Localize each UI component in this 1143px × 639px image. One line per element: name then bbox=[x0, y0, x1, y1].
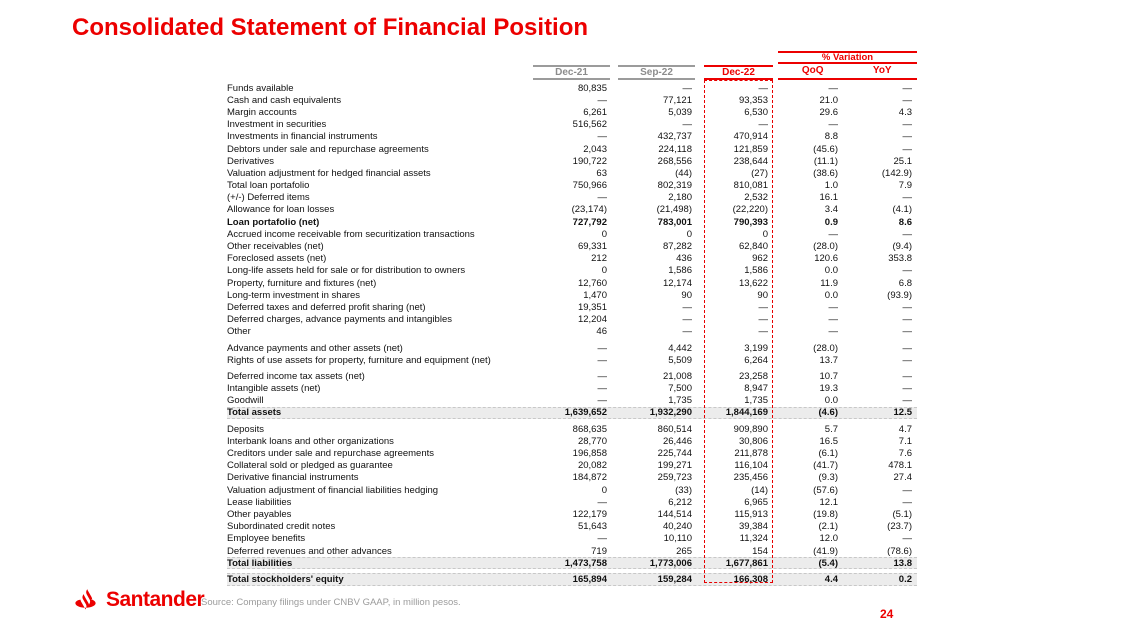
cell-dec21: — bbox=[597, 354, 607, 366]
cell-dec21: 28,770 bbox=[577, 435, 607, 447]
cell-label: Intangible assets (net) bbox=[227, 383, 321, 395]
cell-sep22: 265 bbox=[676, 545, 692, 557]
cell-dec21: — bbox=[597, 383, 607, 395]
cell-label: Investments in financial instruments bbox=[227, 131, 378, 143]
table-row bbox=[227, 383, 917, 395]
cell-dec22: 1,735 bbox=[744, 395, 768, 407]
cell-label: Accrued income receivable from securitization transactions bbox=[227, 228, 475, 240]
cell-dec22: (27) bbox=[751, 167, 768, 179]
cell-sep22: 87,282 bbox=[662, 241, 692, 253]
cell-label: Goodwill bbox=[227, 395, 264, 407]
table-row bbox=[227, 167, 917, 179]
cell-dec21: — bbox=[597, 342, 607, 354]
table-row bbox=[227, 155, 917, 167]
table-row bbox=[227, 435, 917, 447]
cell-sep22: 21,008 bbox=[662, 370, 692, 382]
table-row bbox=[227, 573, 917, 585]
cell-qoq: 16.5 bbox=[819, 435, 838, 447]
table-row bbox=[227, 204, 917, 216]
cell-dec21: 122,179 bbox=[572, 508, 607, 520]
cell-yoy: 8.6 bbox=[898, 216, 912, 228]
cell-yoy: (9.4) bbox=[892, 241, 912, 253]
cell-qoq: — bbox=[828, 82, 838, 94]
cell-label: Investment in securities bbox=[227, 119, 327, 131]
cell-qoq: (2.1) bbox=[818, 521, 838, 533]
cell-dec22: 93,353 bbox=[738, 94, 768, 106]
cell-qoq: 13.7 bbox=[819, 354, 838, 366]
cell-label: Total assets bbox=[227, 407, 282, 419]
table-row bbox=[227, 289, 917, 301]
cell-label: (+/-) Deferred items bbox=[227, 192, 310, 204]
cell-dec22: 1,844,169 bbox=[725, 407, 768, 419]
cell-yoy: — bbox=[902, 395, 912, 407]
cell-qoq: 1.0 bbox=[824, 180, 838, 192]
cell-yoy: — bbox=[902, 192, 912, 204]
table-row bbox=[227, 395, 917, 407]
cell-qoq: 0.0 bbox=[824, 395, 838, 407]
cell-dec22: — bbox=[758, 314, 768, 326]
cell-sep22: 10,110 bbox=[663, 533, 692, 545]
cell-dec21: 51,643 bbox=[577, 521, 607, 533]
cell-dec21: 69,331 bbox=[577, 241, 607, 253]
cell-qoq: (41.9) bbox=[813, 545, 838, 557]
cell-sep22: 5,509 bbox=[668, 354, 692, 366]
cell-dec21: — bbox=[597, 131, 607, 143]
cell-sep22: 436 bbox=[676, 253, 692, 265]
cell-qoq: — bbox=[828, 228, 838, 240]
cell-sep22: — bbox=[682, 82, 692, 94]
cell-dec22: (14) bbox=[751, 484, 768, 496]
cell-dec22: 23,258 bbox=[738, 370, 768, 382]
cell-qoq: (9.3) bbox=[818, 472, 838, 484]
cell-dec21: 719 bbox=[591, 545, 607, 557]
cell-yoy: 13.8 bbox=[893, 557, 912, 569]
cell-sep22: 432,737 bbox=[657, 131, 692, 143]
cell-sep22: 12,174 bbox=[662, 277, 692, 289]
cell-dec21: 196,858 bbox=[572, 448, 607, 460]
table-row bbox=[227, 342, 917, 354]
cell-yoy: 4.7 bbox=[898, 423, 912, 435]
cell-sep22: 7,500 bbox=[668, 383, 692, 395]
cell-label: Debtors under sale and repurchase agreements bbox=[227, 143, 429, 155]
cell-dec21: — bbox=[597, 496, 607, 508]
cell-label: Property, furniture and fixtures (net) bbox=[227, 277, 377, 289]
table-row bbox=[227, 447, 917, 459]
cell-dec22: (22,220) bbox=[732, 204, 768, 216]
cell-dec21: 1,470 bbox=[583, 289, 607, 301]
cell-label: Deferred charges, advance payments and intangibles bbox=[227, 314, 452, 326]
cell-sep22: — bbox=[682, 301, 692, 313]
cell-dec21: 46 bbox=[596, 326, 607, 338]
cell-qoq: 0.0 bbox=[824, 289, 838, 301]
cell-qoq: 0.0 bbox=[824, 265, 838, 277]
cell-dec21: 0 bbox=[601, 228, 607, 240]
cell-yoy: — bbox=[902, 354, 912, 366]
cell-dec22: 154 bbox=[752, 545, 768, 557]
table-row bbox=[227, 314, 917, 326]
cell-yoy: 27.4 bbox=[893, 472, 912, 484]
cell-yoy: (4.1) bbox=[892, 204, 912, 216]
cell-dec21: 1,473,758 bbox=[564, 557, 607, 569]
cell-yoy: — bbox=[902, 314, 912, 326]
cell-sep22: — bbox=[682, 326, 692, 338]
cell-dec21: — bbox=[597, 94, 607, 106]
cell-yoy: — bbox=[902, 326, 912, 338]
cell-qoq: (28.0) bbox=[813, 241, 838, 253]
cell-qoq: (5.4) bbox=[818, 557, 838, 569]
table-row bbox=[227, 131, 917, 143]
cell-qoq: 12.1 bbox=[819, 496, 838, 508]
cell-dec22: — bbox=[758, 301, 768, 313]
cell-label: Total liabilities bbox=[227, 557, 293, 569]
cell-yoy: 4.3 bbox=[898, 106, 912, 118]
table-body bbox=[227, 82, 917, 586]
table-row bbox=[227, 496, 917, 508]
cell-yoy: (5.1) bbox=[892, 508, 912, 520]
cell-dec22: 121,859 bbox=[733, 143, 768, 155]
cell-dec22: 238,644 bbox=[733, 155, 768, 167]
cell-dec22: 62,840 bbox=[738, 241, 768, 253]
cell-label: Employee benefits bbox=[227, 533, 306, 545]
cell-qoq: 3.4 bbox=[824, 204, 838, 216]
column-header-dec22: Dec-22 bbox=[704, 65, 773, 80]
cell-sep22: 224,118 bbox=[658, 143, 692, 155]
cell-dec22: — bbox=[758, 326, 768, 338]
cell-label: Subordinated credit notes bbox=[227, 521, 336, 533]
table-row bbox=[227, 301, 917, 313]
table-row bbox=[227, 484, 917, 496]
cell-label: Interbank loans and other organizations bbox=[227, 435, 394, 447]
cell-dec21: — bbox=[597, 533, 607, 545]
cell-label: Deferred income tax assets (net) bbox=[227, 370, 365, 382]
cell-label: Total loan portafolio bbox=[227, 180, 310, 192]
santander-logo bbox=[72, 588, 204, 612]
cell-dec21: 12,204 bbox=[577, 314, 607, 326]
cell-yoy: (93.9) bbox=[887, 289, 912, 301]
cell-qoq: — bbox=[828, 119, 838, 131]
cell-label: Lease liabilities bbox=[227, 496, 292, 508]
table-row bbox=[227, 423, 917, 435]
cell-sep22: 802,319 bbox=[657, 180, 692, 192]
cell-qoq: 11.9 bbox=[820, 277, 838, 289]
column-header-yoy: YoY bbox=[872, 65, 892, 76]
cell-dec21: 12,760 bbox=[577, 277, 607, 289]
cell-sep22: 1,586 bbox=[668, 265, 692, 277]
table-row bbox=[227, 82, 917, 94]
cell-sep22: — bbox=[682, 119, 692, 131]
table-row bbox=[227, 192, 917, 204]
table-row bbox=[227, 119, 917, 131]
table-row bbox=[227, 407, 917, 419]
cell-label: Long-term investment in shares bbox=[227, 289, 361, 301]
cell-label: Derivatives bbox=[227, 155, 274, 167]
cell-qoq: 21.0 bbox=[819, 94, 838, 106]
cell-dec21: — bbox=[597, 192, 607, 204]
cell-dec22: 8,947 bbox=[744, 383, 768, 395]
cell-label: Valuation adjustment for hedged financial assets bbox=[227, 167, 431, 179]
cell-sep22: 860,514 bbox=[657, 423, 692, 435]
cell-qoq: 19.3 bbox=[819, 383, 838, 395]
cell-sep22: 2,180 bbox=[668, 192, 692, 204]
cell-sep22: 0 bbox=[686, 228, 692, 240]
source-note: Source: Company filings under CNBV GAAP, in million pesos. bbox=[201, 597, 461, 608]
cell-dec22: 2,532 bbox=[744, 192, 768, 204]
table-row bbox=[227, 106, 917, 118]
table-row bbox=[227, 533, 917, 545]
cell-sep22: 225,744 bbox=[657, 448, 692, 460]
table-row bbox=[227, 240, 917, 252]
cell-qoq: — bbox=[828, 314, 838, 326]
santander-wordmark: Santander bbox=[106, 588, 205, 611]
cell-dec22: 6,264 bbox=[744, 354, 768, 366]
cell-yoy: — bbox=[902, 484, 912, 496]
cell-qoq: 0.9 bbox=[824, 216, 838, 228]
cell-dec21: 20,082 bbox=[577, 460, 607, 472]
cell-sep22: 26,446 bbox=[662, 435, 692, 447]
cell-dec22: 909,890 bbox=[733, 423, 768, 435]
cell-dec21: 19,351 bbox=[577, 301, 607, 313]
cell-sep22: 159,284 bbox=[657, 573, 692, 585]
table-row bbox=[227, 521, 917, 533]
cell-yoy: — bbox=[902, 496, 912, 508]
cell-dec22: — bbox=[758, 82, 768, 94]
cell-qoq: (28.0) bbox=[813, 342, 838, 354]
table-row bbox=[227, 508, 917, 520]
table-row bbox=[227, 265, 917, 277]
cell-qoq: (11.1) bbox=[813, 155, 838, 167]
cell-dec22: 211,878 bbox=[734, 448, 768, 460]
cell-yoy: 478.1 bbox=[888, 460, 912, 472]
column-header-dec21: Dec-21 bbox=[533, 65, 610, 80]
cell-dec22: 1,677,861 bbox=[725, 557, 768, 569]
cell-dec21: — bbox=[597, 370, 607, 382]
cell-sep22: (44) bbox=[675, 167, 692, 179]
cell-label: Cash and cash equivalents bbox=[227, 94, 342, 106]
table-row bbox=[227, 460, 917, 472]
cell-yoy: 7.9 bbox=[898, 180, 912, 192]
cell-qoq: 120.6 bbox=[814, 253, 838, 265]
cell-sep22: 144,514 bbox=[657, 508, 692, 520]
cell-dec22: — bbox=[758, 119, 768, 131]
cell-dec21: 184,872 bbox=[572, 472, 607, 484]
cell-yoy: — bbox=[902, 228, 912, 240]
cell-dec22: 962 bbox=[752, 253, 768, 265]
table-row bbox=[227, 557, 917, 569]
cell-dec22: 470,914 bbox=[733, 131, 768, 143]
cell-dec22: 1,586 bbox=[744, 265, 768, 277]
cell-qoq: 4.4 bbox=[824, 573, 838, 585]
cell-label: Valuation adjustment of financial liabilities hedging bbox=[227, 484, 439, 496]
column-header-qoq: QoQ bbox=[801, 65, 824, 76]
cell-qoq: — bbox=[828, 301, 838, 313]
cell-sep22: 5,039 bbox=[668, 106, 692, 118]
cell-sep22: 268,556 bbox=[657, 155, 692, 167]
variation-group-header: % Variation bbox=[778, 51, 917, 64]
cell-sep22: 1,932,290 bbox=[649, 407, 692, 419]
cell-qoq: 8.8 bbox=[824, 131, 838, 143]
cell-label: Deferred revenues and other advances bbox=[227, 545, 392, 557]
cell-qoq: (57.6) bbox=[813, 484, 838, 496]
table-row bbox=[227, 253, 917, 265]
cell-qoq: 12.0 bbox=[819, 533, 838, 545]
table-row bbox=[227, 354, 917, 366]
table-row bbox=[227, 228, 917, 240]
cell-sep22: 77,121 bbox=[662, 94, 692, 106]
cell-dec22: 39,384 bbox=[738, 521, 768, 533]
cell-dec22: 13,622 bbox=[738, 277, 768, 289]
cell-yoy: — bbox=[902, 119, 912, 131]
cell-qoq: (38.6) bbox=[813, 167, 838, 179]
cell-dec21: 0 bbox=[601, 265, 607, 277]
cell-label: Other receivables (net) bbox=[227, 241, 324, 253]
santander-flame-icon bbox=[72, 588, 99, 612]
cell-label: Foreclosed assets (net) bbox=[227, 253, 327, 265]
cell-yoy: 353.8 bbox=[888, 253, 912, 265]
cell-dec21: 212 bbox=[591, 253, 607, 265]
cell-sep22: 1,773,006 bbox=[649, 557, 692, 569]
cell-dec22: 235,456 bbox=[733, 472, 768, 484]
cell-label: Total stockholders' equity bbox=[227, 573, 344, 585]
cell-dec21: 727,792 bbox=[572, 216, 607, 228]
cell-dec21: 63 bbox=[596, 167, 607, 179]
cell-yoy: — bbox=[902, 301, 912, 313]
cell-yoy: — bbox=[902, 265, 912, 277]
page-title: Consolidated Statement of Financial Position bbox=[72, 14, 589, 41]
cell-dec21: — bbox=[597, 395, 607, 407]
cell-sep22: 40,240 bbox=[662, 521, 692, 533]
cell-label: Allowance for loan losses bbox=[227, 204, 335, 216]
cell-dec21: 750,966 bbox=[572, 180, 607, 192]
variation-subheaders bbox=[778, 65, 917, 80]
cell-sep22: 4,442 bbox=[668, 342, 692, 354]
cell-yoy: 7.1 bbox=[898, 435, 912, 447]
cell-dec22: 6,530 bbox=[744, 106, 768, 118]
cell-dec21: 165,894 bbox=[572, 573, 607, 585]
cell-yoy: 0.2 bbox=[898, 573, 912, 585]
cell-qoq: 29.6 bbox=[819, 106, 838, 118]
cell-qoq: (4.6) bbox=[818, 407, 838, 419]
cell-dec21: 868,635 bbox=[572, 423, 607, 435]
cell-label: Advance payments and other assets (net) bbox=[227, 342, 403, 354]
cell-label: Rights of use assets for property, furniture and equipment (net) bbox=[227, 354, 491, 366]
cell-dec21: 190,722 bbox=[572, 155, 607, 167]
table-row bbox=[227, 143, 917, 155]
cell-label: Long-life assets held for sale or for distribution to owners bbox=[227, 265, 466, 277]
cell-dec21: 2,043 bbox=[583, 143, 607, 155]
page-number: 24 bbox=[880, 607, 894, 621]
cell-dec22: 810,081 bbox=[733, 180, 768, 192]
cell-dec21: (23,174) bbox=[571, 204, 607, 216]
cell-sep22: 783,001 bbox=[657, 216, 692, 228]
cell-yoy: — bbox=[902, 342, 912, 354]
table-row bbox=[227, 545, 917, 557]
cell-label: Other bbox=[227, 326, 251, 338]
cell-dec22: 116,104 bbox=[734, 460, 768, 472]
cell-yoy: — bbox=[902, 533, 912, 545]
table-row bbox=[227, 277, 917, 289]
cell-qoq: (6.1) bbox=[818, 448, 838, 460]
cell-yoy: — bbox=[902, 131, 912, 143]
cell-yoy: (23.7) bbox=[887, 521, 912, 533]
cell-qoq: — bbox=[828, 326, 838, 338]
cell-label: Loan portafolio (net) bbox=[227, 216, 320, 228]
cell-sep22: (33) bbox=[675, 484, 692, 496]
cell-dec21: 6,261 bbox=[583, 106, 607, 118]
table-row bbox=[227, 216, 917, 228]
cell-yoy: 6.8 bbox=[898, 277, 912, 289]
cell-label: Collateral sold or pledged as guarantee bbox=[227, 460, 393, 472]
cell-dec22: 0 bbox=[762, 228, 768, 240]
cell-yoy: 12.5 bbox=[893, 407, 912, 419]
cell-qoq: 16.1 bbox=[819, 192, 838, 204]
cell-sep22: 6,212 bbox=[668, 496, 692, 508]
cell-sep22: 90 bbox=[681, 289, 692, 301]
table-row bbox=[227, 472, 917, 484]
cell-dec21: 516,562 bbox=[572, 119, 607, 131]
column-header-sep22: Sep-22 bbox=[618, 65, 695, 80]
cell-sep22: — bbox=[682, 314, 692, 326]
cell-yoy: 25.1 bbox=[893, 155, 912, 167]
cell-qoq: (41.7) bbox=[813, 460, 838, 472]
cell-sep22: 199,271 bbox=[657, 460, 692, 472]
cell-yoy: — bbox=[902, 94, 912, 106]
cell-sep22: (21,498) bbox=[656, 204, 692, 216]
cell-yoy: 7.6 bbox=[898, 448, 912, 460]
cell-label: Deferred taxes and deferred profit sharing (net) bbox=[227, 301, 426, 313]
cell-qoq: 5.7 bbox=[824, 423, 838, 435]
cell-qoq: (45.6) bbox=[813, 143, 838, 155]
table-row bbox=[227, 180, 917, 192]
cell-dec22: 6,965 bbox=[744, 496, 768, 508]
cell-sep22: 1,735 bbox=[668, 395, 692, 407]
cell-dec22: 166,308 bbox=[733, 573, 768, 585]
cell-label: Creditors under sale and repurchase agreements bbox=[227, 448, 435, 460]
cell-dec22: 790,393 bbox=[733, 216, 768, 228]
cell-yoy: — bbox=[902, 143, 912, 155]
cell-label: Derivative financial instruments bbox=[227, 472, 359, 484]
cell-sep22: 259,723 bbox=[657, 472, 692, 484]
cell-qoq: 10.7 bbox=[819, 370, 838, 382]
cell-yoy: (78.6) bbox=[887, 545, 912, 557]
cell-yoy: (142.9) bbox=[881, 167, 912, 179]
cell-label: Margin accounts bbox=[227, 106, 297, 118]
cell-dec22: 90 bbox=[757, 289, 768, 301]
cell-dec21: 80,835 bbox=[577, 82, 607, 94]
cell-dec22: 115,913 bbox=[734, 508, 768, 520]
cell-dec22: 30,806 bbox=[738, 435, 768, 447]
cell-label: Funds available bbox=[227, 82, 294, 94]
cell-dec22: 11,324 bbox=[739, 533, 768, 545]
cell-dec22: 3,199 bbox=[744, 342, 768, 354]
cell-label: Other payables bbox=[227, 508, 292, 520]
cell-yoy: — bbox=[902, 383, 912, 395]
table-row bbox=[227, 326, 917, 338]
cell-label: Deposits bbox=[227, 423, 264, 435]
cell-dec21: 1,639,652 bbox=[564, 407, 607, 419]
cell-yoy: — bbox=[902, 370, 912, 382]
table-row bbox=[227, 370, 917, 382]
cell-dec21: 0 bbox=[601, 484, 607, 496]
table-row bbox=[227, 94, 917, 106]
cell-yoy: — bbox=[902, 82, 912, 94]
cell-qoq: (19.8) bbox=[813, 508, 838, 520]
